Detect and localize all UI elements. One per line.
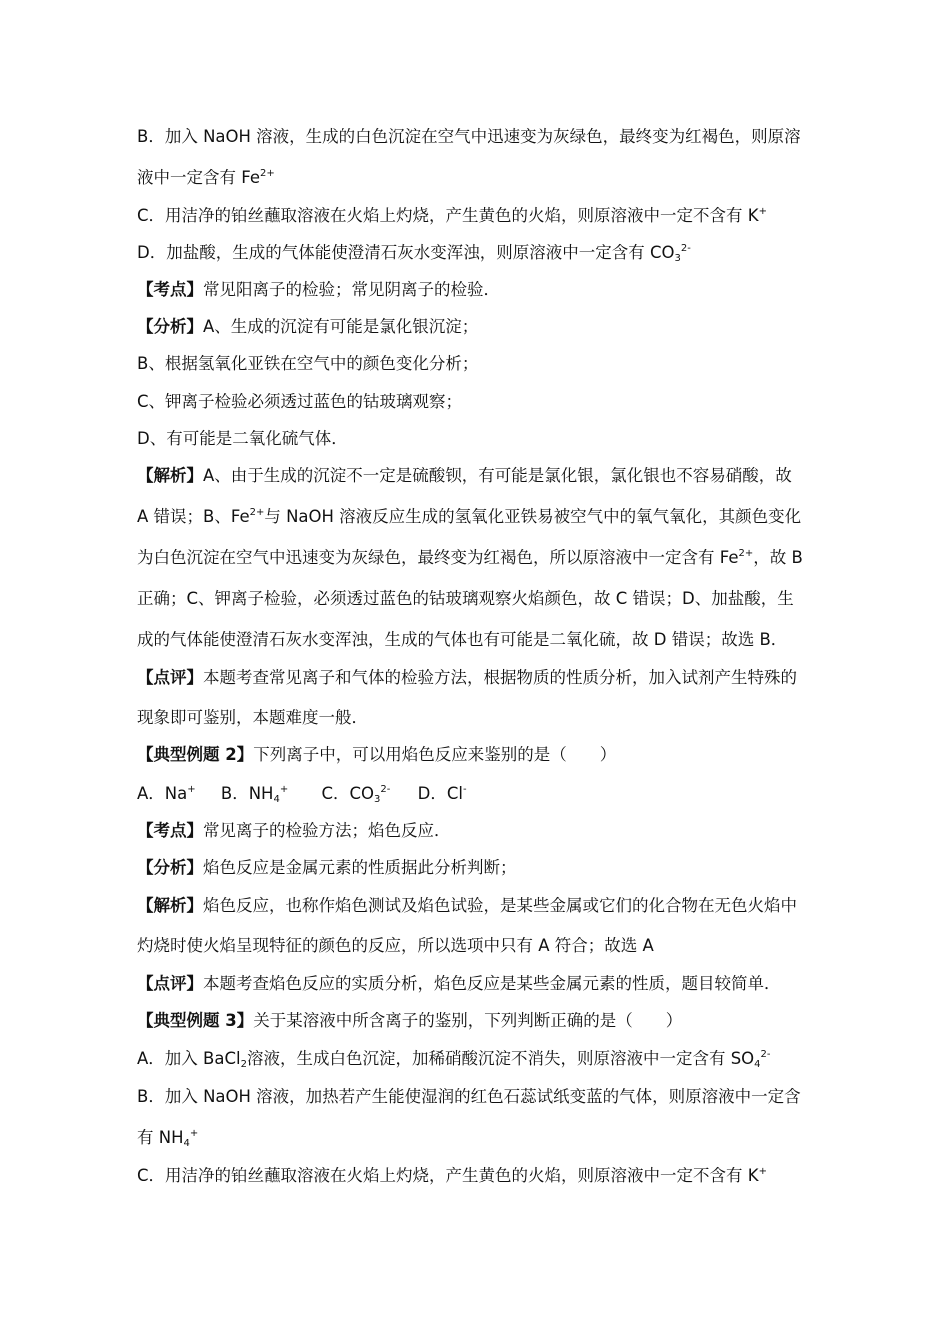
section-tag: 【考点】	[137, 821, 203, 840]
text-line: 【解析】A、由于生成的沉淀不一定是硫酸钡，有可能是氯化银，氯化银也不容易硝酸，故	[137, 466, 792, 485]
text-line: 【分析】焰色反应是金属元素的性质据此分析判断；	[137, 858, 517, 877]
option-c: C．$CO_3^{2-}$	[321, 784, 391, 805]
text-line: 成的气体能使澄清石灰水变浑浊，生成的气体也有可能是二氧化硫，故 D 错误；故选 B．	[137, 630, 788, 649]
text-line: B、根据氢氧化亚铁在空气中的颜色变化分析；	[137, 354, 479, 373]
section-tag: 【点评】	[137, 668, 203, 687]
text-line: 为白色沉淀在空气中迅速变为灰绿色，最终变为红褐色，所以原溶液中一定含有 $Fe^{2+}$，故 B	[137, 548, 803, 567]
section-tag: 【分析】	[137, 858, 203, 877]
section-tag: 【解析】	[137, 896, 203, 915]
text-line: 【点评】本题考查常见离子和气体的检验方法，根据物质的性质分析，加入试剂产生特殊的	[137, 668, 797, 687]
text-line: D．加盐酸，生成的气体能使澄清石灰水变浑浊，则原溶液中一定含有 $CO_3^{2-}$	[137, 243, 691, 264]
option-d: D．Cl-	[417, 784, 467, 803]
section-tag: 【分析】	[137, 317, 203, 336]
text-line: 【点评】本题考查焰色反应的实质分析，焰色反应是某些金属元素的性质，题目较简单．	[137, 974, 781, 993]
text-line: A．加入 BaCl$_2$溶液，生成白色沉淀，加稀硝酸沉淀不消失，则原溶液中一定含有 $SO_4^{2-}$	[137, 1049, 771, 1070]
text-line: 有 $NH_4^+$	[137, 1128, 199, 1149]
text-line: 现象即可鉴别，本题难度一般．	[137, 708, 368, 727]
text-line: C、钾离子检验必须透过蓝色的钴玻璃观察；	[137, 392, 463, 411]
answer-options	[137, 783, 817, 805]
text-line: D、有可能是二氧化硫气体．	[137, 429, 348, 448]
text-line: C．用洁净的铂丝蘸取溶液在火焰上灼烧，产生黄色的火焰，则原溶液中一定不含有 K+	[137, 206, 767, 225]
text-line: 液中一定含有 $Fe^{2+}$	[137, 168, 275, 187]
example-tag: 【典型例题 3】	[137, 1011, 254, 1030]
text-line: 【典型例题 2】下列离子中，可以用焰色反应来鉴别的是（ ）	[137, 745, 617, 764]
text-line: 【解析】焰色反应，也称作焰色测试及焰色试验，是某些金属或它们的化合物在无色火焰中	[137, 896, 797, 915]
section-tag: 【点评】	[137, 974, 203, 993]
section-tag: 【解析】	[137, 466, 203, 485]
text-line: 【典型例题 3】关于某溶液中所含离子的鉴别，下列判断正确的是（ ）	[137, 1011, 683, 1030]
text-line: C．用洁净的铂丝蘸取溶液在火焰上灼烧，产生黄色的火焰，则原溶液中一定不含有 K+	[137, 1166, 767, 1185]
text-line: 【考点】常见离子的检验方法；焰色反应．	[137, 821, 451, 840]
option-a: A．Na+	[137, 784, 196, 803]
text-line: 正确；C、钾离子检验，必须透过蓝色的钴玻璃观察火焰颜色，故 C 错误；D、加盐酸，生	[137, 589, 794, 608]
example-tag: 【典型例题 2】	[137, 745, 254, 764]
text-line: A 错误；B、$Fe^{2+}$与 NaOH 溶液反应生成的氢氧化亚铁易被空气中的氧气氧化，其颜色变化	[137, 507, 802, 526]
text-line: 【分析】A、生成的沉淀有可能是氯化银沉淀；	[137, 317, 479, 336]
text-line: 【考点】常见阳离子的检验；常见阴离子的检验．	[137, 280, 500, 299]
option-b: B．$NH_4^+$	[220, 784, 289, 805]
text-line: 灼烧时使火焰呈现特征的颜色的反应，所以选项中只有 A 符合；故选 A	[137, 936, 654, 955]
text-line: B．加入 NaOH 溶液，加热若产生能使湿润的红色石蕊试纸变蓝的气体，则原溶液中一定含	[137, 1087, 801, 1106]
section-tag: 【考点】	[137, 280, 203, 299]
text-line: B．加入 NaOH 溶液，生成的白色沉淀在空气中迅速变为灰绿色，最终变为红褐色，则原溶	[137, 127, 801, 146]
